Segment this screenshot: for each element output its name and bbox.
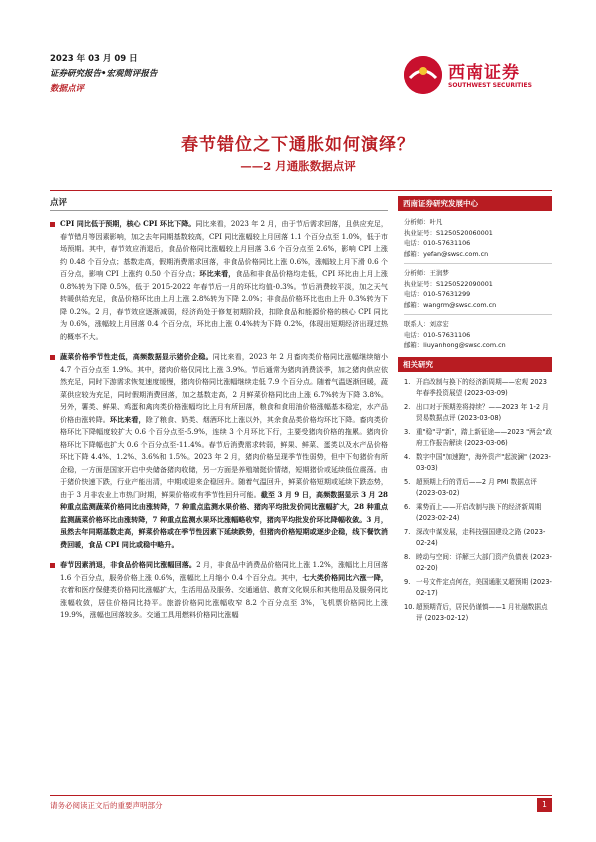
page-number: 1 (537, 798, 552, 812)
section-divider (50, 210, 388, 211)
paragraph-lead: 蔬菜价格季节性走低，高频数据显示猪价企稳。 (60, 352, 213, 361)
sidebar (398, 196, 552, 627)
contact-divider (404, 263, 552, 264)
contact-name: 联系人：刘彦宏 (404, 320, 449, 328)
analyst-phone: 电话：010-57631106 (404, 239, 471, 247)
related-research (398, 357, 552, 625)
header-divider (50, 190, 552, 191)
section-label: 点评 (50, 198, 68, 208)
page-title: 春节错位之下通胀如何演绎？ (181, 135, 415, 155)
report-type: 证券研究报告•宏观简评报告 (50, 69, 158, 79)
report-meta (50, 52, 157, 97)
list-item[interactable]: 9. 一号文件定点何在，美国通胀又超预期 (2023-02-17) (404, 577, 552, 597)
contact-divider (404, 314, 552, 315)
analyst-name: 分析师：叶凡 (404, 218, 443, 226)
paragraph-lead: CPI 同比低于预期，核心 CPI 环比下降。 (60, 219, 196, 228)
related-research-list (398, 377, 552, 625)
related-research-title: 相关研究 (398, 357, 552, 372)
list-item[interactable]: 10. 超预期背后，居民仍谨慎——1 月社融数据点评 (2023-02-12) (404, 602, 548, 622)
analyst-name: 分析师：王润梦 (404, 269, 449, 277)
commentary-body (50, 218, 388, 630)
list-item[interactable]: 3. 重"稳"寻"新"，踏上新征途——2023 "两会"政府工作报告解读 (2023-03-06) (404, 427, 552, 447)
analyst-license: 执业证号：S1250522090001 (404, 279, 493, 288)
paragraph-lead: 春节因素消退，非食品价格同比涨幅回落。 (60, 560, 197, 569)
analyst-email[interactable]: 邮箱：wangrm@swsc.com.cn (404, 300, 497, 309)
list-item[interactable]: 4. 数字中国"加速跑"，海外资产"起波澜" (2023-03-03) (404, 452, 551, 472)
company-logo (404, 52, 552, 96)
paragraph-lead: 七大类价格同比六涨一降， (302, 572, 389, 582)
disclaimer-note: 请务必阅读正文后的重要声明部分 (50, 801, 163, 810)
paragraph-text: 2 月，非食品中消费品价格同比上涨 1.2%，涨幅比上月回落 1.6 个百分点，服务价格上涨 0.6%，涨幅比上月缩小 0.4 个百分点。其中， (60, 560, 389, 582)
paragraph-food (50, 351, 388, 551)
list-item[interactable]: 1. 开启改制与换下的经济新周期——宏观 2023 年春季投资展望 (2023-03-09) (404, 377, 547, 397)
analyst-contacts (398, 211, 552, 351)
paragraph-text: 衣着和医疗保健类价格同比涨幅扩大，生活用品及服务、交通通信、教育文化娱乐和其他用品及服务同比涨幅收敛，居住价格同比持平。旅游价格同比涨幅收窄 8.2 个百分点至 3%，飞机票价格同比上涨 19.9%，涨幅也回落较多。交通工具用燃料价格同比涨幅 (60, 585, 388, 619)
list-item[interactable]: 5. 超预期上行的背后——2 月 PMI 数据点评 (2023-03-02) (404, 477, 537, 497)
paragraph-text: 同比来看，2023 年 2 月，由于节后需求回落，且供应充足，春节错月等因素影响，加之去年同期基数较高，CPI 同比涨幅较上月回落 1.1 个百分点至 1.0%，低于市场预期。其中，春节效应消退后，食品价格同比涨幅较上月回落 3.6 个百分点至 2.6%，影响 CPI 上涨约 0.48 个百分点；基数走高，假期消费需求回落，非食品价格同比上涨 0.6%，涨幅较上月下滑 0.6 个百分点，影响 CPI 上涨约 0.50 个百分点； (60, 219, 388, 278)
list-item[interactable]: 6. 乘势而上——开启改制与换下的经济新周期 (2023-02-24) (404, 502, 542, 522)
page-subtitle: ——2 月通胀数据点评 (240, 159, 356, 173)
paragraph-lead: 环比来看， (199, 269, 236, 278)
list-item[interactable]: 7. 深改中谋发展，走科技强国建设之路 (2023-02-24) (404, 527, 546, 547)
report-category: 数据点评 (50, 84, 85, 94)
research-center-title: 西南证券研究发展中心 (398, 196, 552, 211)
footer-divider (50, 795, 552, 796)
paragraph-text: 除了粮食、奶类、烟酒环比上涨以外，其余食品类价格均环比下降。畜肉类价格环比下降幅度较扩大 0.6 个百分点至-5.9%，连续 3 个月环比下行，主要受猪肉价格的拖累。猪肉价格环比下降幅也扩大 0.6 个百分点至-11.4%。春节后消费需求转弱，鲜果、鲜菜、蛋类以及水产品价格环比下降 4.4%、1.2%、3.6%和 1.5%。2023 年 2 月，猪肉价格呈现季节性弱势，但中下旬猪价有所企稳，一方面是国家开启中央储备猪肉收储，另一方面是养殖端挺价情绪，短期猪价或延续低位震荡。由于猪价快速下跌，行业产能出清，中期或迎来企稳回升。随着气温回升，鲜菜价格短期或延续下跌态势，由于 3 月非农业上市热门时期，鲜果价格或有季节性回升可能。 (60, 414, 389, 499)
list-item[interactable]: 8. 睦动与空间：详解三大部门资产负债表 (2023-02-20) (404, 552, 552, 572)
logo-emblem-icon (404, 56, 442, 94)
analyst-license: 执业证号：S1250520060001 (404, 228, 493, 237)
logo-name-en: SOUTHWEST SECURITIES (448, 82, 532, 89)
logo-name: 西南证券 (448, 63, 520, 83)
paragraph-text: 同比来看，2023 年 2 月畜肉类价格同比涨幅继续缩小 4.7 个百分点至 1.9%。其中，猪肉价格仅同比上涨 3.9%。节后通常为猪肉消费淡季，加之猪肉供应依然充足，同时下游需求恢复速度缓慢，猪肉价格同比涨幅继续走低 7.9 个百分点。随着气温逐渐回暖，蔬菜供应较为充足，同时假期消费回落，加之基数走高，2 月鲜菜价格同比由上涨 6.7%转为下降 3.8%。另外，薯类、鲜果、鸡蛋和禽肉类价格涨幅均比上月有所回落，粮食和食用油价格涨幅基本稳定，水产品价格由涨转降。 (60, 352, 388, 424)
paragraph-nonfood (50, 559, 388, 622)
list-item[interactable]: 2. 出口对于预期差将持续？——2023 年 1-2 月贸易数据点评 (2023-03-08) (404, 402, 549, 422)
paragraph-text: 食品和非食品价格均走低，CPI 环比由上月上涨 0.8%转为下降 0.5%，低于 2015-2022 年春节后一月的环比均值-0.3%。节后消费较平淡，加之天气转暖供给充足，食品价格环比由上月上涨 2.8%转为下降 2.0%；非食品价格环比也由上升 0.3%转为下降 0.2%。2 月，春节效应逐渐减弱，经济尚处于修复初期阶段，扣除食品和能源价格的核心 CPI 同比为 0.6%，涨幅较上月回落 0.4 个百分点，环比由上涨 0.4%转为下降 0.2%，体现出短期经济出现过热的概率不大。 (60, 269, 388, 341)
analyst-email[interactable]: 邮箱：yefan@swsc.com.cn (404, 249, 489, 258)
contact-email[interactable]: 邮箱：liuyanhong@swsc.com.cn (404, 341, 506, 349)
paragraph-cpi (50, 218, 388, 343)
report-date: 2023 年 03 月 09 日 (50, 54, 138, 64)
contact-phone: 电话：010-57631106 (404, 330, 471, 339)
analyst-phone: 电话：010-57631299 (404, 290, 471, 298)
paragraph-lead: 截至 3 月 9 日，高频数据显示 3 月 28 种重点监测蔬菜价格同比由涨转降，7 种重点监测水果价格、猪肉平均批发价同比涨幅扩大，28 种重点监测蔬菜价格环比由涨转降，7 种重点监测水果环比涨幅略收窄，猪肉平均批发价环比降幅收敛。3 月，虽然去年同期基数走高，鲜菜价格或在季节性因素下延续跌势，但猪肉价格短期或逐步企稳，线下餐饮消费回暖，食品 CPI 同比或稳中略升。 (60, 489, 388, 549)
paragraph-lead: 环比来看， (109, 414, 146, 424)
